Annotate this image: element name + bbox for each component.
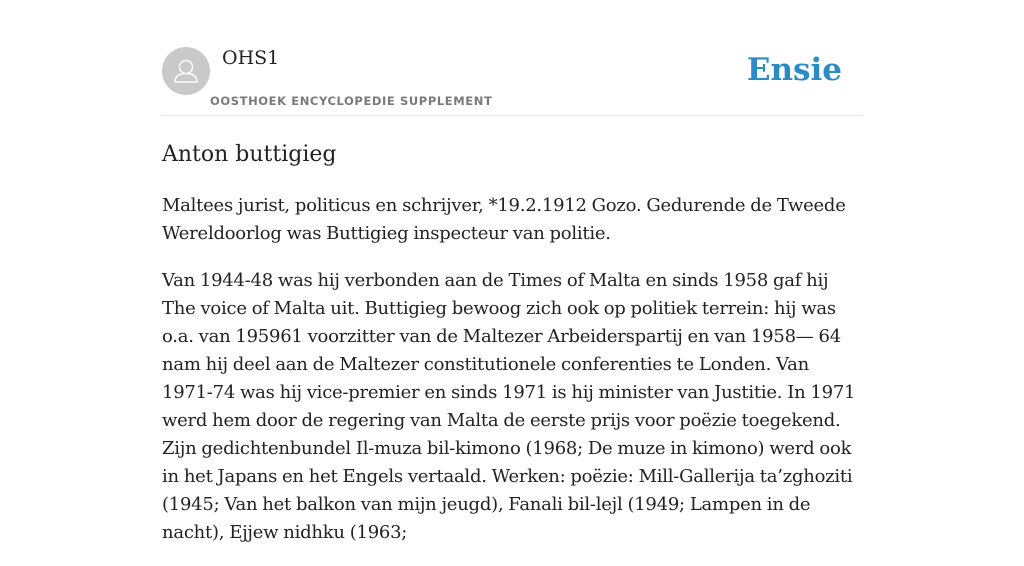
source-subtitle: OOSTHOEK ENCYCLOPEDIE SUPPLEMENT: [210, 94, 493, 108]
ensie-logo-link[interactable]: Ensie: [746, 52, 842, 88]
source-header: [162, 0, 862, 116]
article-paragraph: Van 1944-48 was hij verbonden aan de Times of Malta en sinds 1958 gaf hij The voice of Malta uit. Buttigieg bewoog zich ook op politiek terrein: hij was o.a. van 195961 voorzitter van de Maltezer Arbeiderspartij en van 1958— 64 nam hij deel aan de Maltezer constitutionele conferenties te Londen. Van 1971-74 was hij vice-premier en sinds 1971 is hij minister van Justitie. In 1971 werd hem door de regering van Malta de eerste prijs voor poëzie toegekend. Zijn gedichtenbundel Il-muza bil-kimono (1968; De muze in kimono) werd ook in het Japans en het Engels vertaald. Werken: poëzie: Mill-Gallerija ta’zghoziti (1945; Van het balkon van mijn jeugd), Fanali bil-lejl (1949; Lampen in de nacht), Ejjew nidhku (1963;: [162, 270, 856, 543]
page-container: [162, 0, 862, 543]
article-paragraph: Maltees jurist, politicus en schrijver, *19.2.1912 Gozo. Gedurende de Tweede Wereldoorlog was Buttigieg inspecteur van politie.: [162, 195, 846, 244]
article-title: Anton buttigieg: [162, 142, 337, 167]
source-avatar[interactable]: [162, 47, 210, 95]
article-body: [162, 192, 862, 566]
source-name[interactable]: OHS1: [222, 47, 280, 69]
user-icon: [162, 47, 210, 95]
